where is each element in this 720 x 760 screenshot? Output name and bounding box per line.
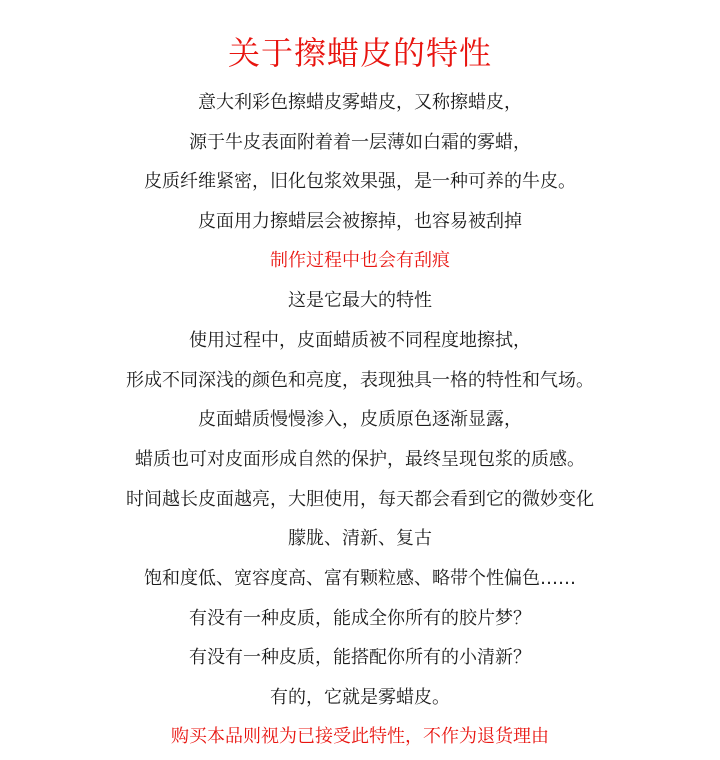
document-title: 关于擦蜡皮的特性 (227, 34, 492, 72)
text-line-9: 皮面蜡质慢慢渗入，皮质原色逐渐显露， (198, 409, 522, 430)
warning-line-no-return: 购买本品则视为已接受此特性，不作为退货理由 (171, 726, 549, 747)
warning-line-scratches: 制作过程中也会有刮痕 (270, 250, 450, 271)
text-line-7: 使用过程中，皮面蜡质被不同程度地擦拭， (189, 330, 531, 351)
text-line-1: 意大利彩色擦蜡皮雾蜡皮，又称擦蜡皮， (198, 92, 522, 113)
text-line-15: 有没有一种皮质，能搭配你所有的小清新？ (189, 647, 531, 668)
text-line-13: 饱和度低、宽容度高、富有颗粒感、略带个性偏色…… (144, 568, 576, 589)
text-line-11: 时间越长皮面越亮，大胆使用，每天都会看到它的微妙变化 (126, 489, 594, 510)
text-line-4: 皮面用力擦蜡层会被擦掉，也容易被刮掉 (198, 211, 522, 232)
text-line-12: 朦胧、清新、复古 (288, 528, 432, 549)
text-line-10: 蜡质也可对皮面形成自然的保护，最终呈现包浆的质感。 (135, 449, 585, 470)
text-line-3: 皮质纤维紧密，旧化包浆效果强，是一种可养的牛皮。 (144, 171, 576, 192)
text-line-16: 有的，它就是雾蜡皮。 (270, 687, 450, 708)
text-line-8: 形成不同深浅的颜色和亮度，表现独具一格的特性和气场。 (126, 370, 594, 391)
text-line-2: 源于牛皮表面附着着一层薄如白霜的雾蜡， (189, 132, 531, 153)
text-line-6: 这是它最大的特性 (288, 290, 432, 311)
text-line-14: 有没有一种皮质，能成全你所有的胶片梦？ (189, 608, 531, 629)
